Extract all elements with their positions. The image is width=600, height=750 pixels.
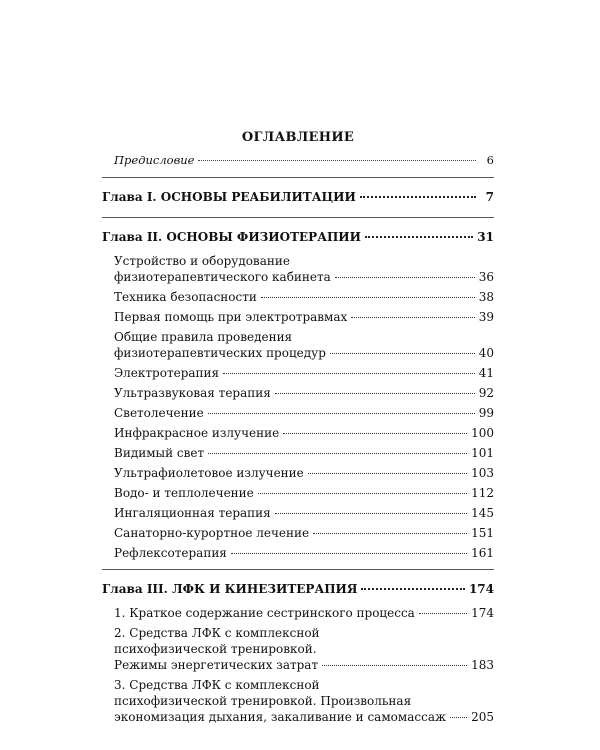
toc-entry-page: 112: [471, 486, 494, 500]
toc-chapter-2[interactable]: [102, 217, 494, 249]
toc-entry-page: 6: [486, 153, 494, 167]
chapter-page: 174: [468, 582, 494, 596]
toc-entry-page: 174: [471, 606, 494, 620]
toc-entry-line: 3. Средства ЛФК с комплексной: [114, 678, 320, 692]
toc-entry-label: Ультразвуковая терапия: [114, 386, 271, 400]
toc-entry-label: Предисловие: [114, 153, 195, 167]
toc-entry-page: 151: [471, 526, 494, 540]
dot-leader: [361, 588, 464, 590]
toc-chapter-3[interactable]: [102, 569, 494, 601]
dot-leader: [223, 373, 475, 374]
toc-entry-lastline: [114, 545, 494, 561]
chapter-list: [102, 177, 494, 725]
toc-entry-lastline: [114, 485, 494, 501]
toc-entry-label: Видимый свет: [114, 446, 205, 460]
chapter-label: Глава I. ОСНОВЫ РЕАБИЛИТАЦИИ: [102, 190, 356, 204]
toc-entry-page: 38: [478, 290, 494, 304]
toc-entry-lastline: [114, 385, 494, 401]
toc-entry-page: 161: [471, 546, 494, 560]
toc-entry[interactable]: [102, 525, 494, 541]
toc-entry-lastline: [114, 445, 494, 461]
dot-leader: [351, 317, 474, 318]
toc-entry-preface[interactable]: [102, 152, 494, 168]
dot-leader: [419, 613, 467, 614]
toc-entry[interactable]: [102, 289, 494, 305]
dot-leader: [330, 353, 475, 354]
dot-leader: [283, 433, 467, 434]
toc-entry-lastline: [114, 425, 494, 441]
toc-entry-label: Инфракрасное излучение: [114, 426, 280, 440]
toc-entry-line: 2. Средства ЛФК с комплексной: [114, 626, 320, 640]
dot-leader: [313, 533, 467, 534]
dot-leader: [231, 553, 467, 554]
toc-entry[interactable]: [102, 445, 494, 461]
toc-entry[interactable]: [102, 605, 494, 621]
chapter-page: 31: [477, 230, 494, 244]
toc-entry[interactable]: [102, 405, 494, 421]
dot-leader: [335, 277, 475, 278]
toc-entry-lastline: [114, 345, 494, 361]
toc-entry[interactable]: [102, 485, 494, 501]
toc-entry-line: Общие правила проведения: [114, 330, 293, 344]
toc-entry[interactable]: [102, 425, 494, 441]
toc-entry-lastline: [114, 405, 494, 421]
toc-entry-label: экономизация дыхания, закаливание и самомассаж: [114, 710, 447, 724]
toc-entry[interactable]: [102, 385, 494, 401]
dot-leader: [308, 473, 467, 474]
toc-entry-label: Водо- и теплолечение: [114, 486, 254, 500]
table-of-contents: [102, 129, 494, 725]
toc-entry-lastline: [114, 365, 494, 381]
toc-entry[interactable]: [102, 329, 494, 361]
chapter-label: Глава II. ОСНОВЫ ФИЗИОТЕРАПИИ: [102, 230, 361, 244]
toc-entry-lastline: [114, 605, 494, 621]
toc-entry-label: Ингаляционная терапия: [114, 506, 271, 520]
toc-entry[interactable]: [102, 545, 494, 561]
toc-entry-lastline: [114, 525, 494, 541]
toc-entry-lastline: [114, 269, 494, 285]
toc-chapter-1[interactable]: [102, 177, 494, 209]
toc-entry[interactable]: [102, 677, 494, 725]
toc-entry-label: 1. Краткое содержание сестринского процесса: [114, 606, 415, 620]
toc-entry-lastline: [114, 657, 494, 673]
dot-leader: [258, 493, 467, 494]
dot-leader: [198, 160, 476, 161]
toc-entry[interactable]: [102, 465, 494, 481]
toc-entry[interactable]: [102, 253, 494, 285]
toc-entry-label: физиотерапевтических процедур: [114, 346, 326, 360]
toc-entry-line: психофизической тренировкой. Произвольная: [114, 694, 412, 708]
dot-leader: [208, 453, 467, 454]
toc-entry-page: 36: [478, 270, 494, 284]
dot-leader: [275, 393, 475, 394]
toc-entry-page: 145: [471, 506, 494, 520]
toc-entry-label: Светолечение: [114, 406, 204, 420]
toc-entry-page: 39: [478, 310, 494, 324]
toc-entry-lastline: [114, 289, 494, 305]
toc-entry-page: 100: [471, 426, 494, 440]
dot-leader: [261, 297, 475, 298]
toc-entry[interactable]: [102, 505, 494, 521]
toc-entry-label: Режимы энергетических затрат: [114, 658, 319, 672]
toc-entry-lastline: [114, 465, 494, 481]
toc-entry-label: Ультрафиолетовое излучение: [114, 466, 304, 480]
toc-entry-line: психофизической тренировкой.: [114, 642, 317, 656]
toc-entry-page: 183: [471, 658, 494, 672]
toc-entry-label: Рефлексотерапия: [114, 546, 227, 560]
toc-entry-page: 40: [478, 346, 494, 360]
dot-leader: [322, 665, 467, 666]
toc-entry-label: Санаторно-курортное лечение: [114, 526, 310, 540]
toc-entry-page: 103: [471, 466, 494, 480]
toc-entry-label: Техника безопасности: [114, 290, 257, 304]
toc-entry[interactable]: [102, 365, 494, 381]
chapter-page: 7: [485, 190, 494, 204]
toc-entry-lastline: [114, 505, 494, 521]
dot-leader: [208, 413, 475, 414]
toc-entry-label: Электротерапия: [114, 366, 220, 380]
dot-leader: [275, 513, 467, 514]
dot-leader: [450, 717, 467, 718]
toc-title: ОГЛАВЛЕНИЕ: [241, 130, 355, 145]
toc-entry-lastline: [114, 709, 494, 725]
toc-entry-page: 101: [471, 446, 494, 460]
toc-entry-line: Устройство и оборудование: [114, 254, 290, 268]
toc-entry-page: 41: [478, 366, 494, 380]
toc-entry-page: 99: [478, 406, 494, 420]
dot-leader: [360, 196, 476, 198]
chapter-label: Глава III. ЛФК И КИНЕЗИТЕРАПИЯ: [102, 582, 358, 596]
toc-entry-label: Первая помощь при электротравмах: [114, 310, 348, 324]
dot-leader: [365, 236, 473, 238]
toc-entry-page: 92: [478, 386, 494, 400]
toc-entry-page: 205: [471, 710, 494, 724]
toc-entry-lastline: [114, 309, 494, 325]
toc-entry[interactable]: [102, 625, 494, 673]
toc-entry-label: физиотерапевтического кабинета: [114, 270, 331, 284]
toc-entry[interactable]: [102, 309, 494, 325]
